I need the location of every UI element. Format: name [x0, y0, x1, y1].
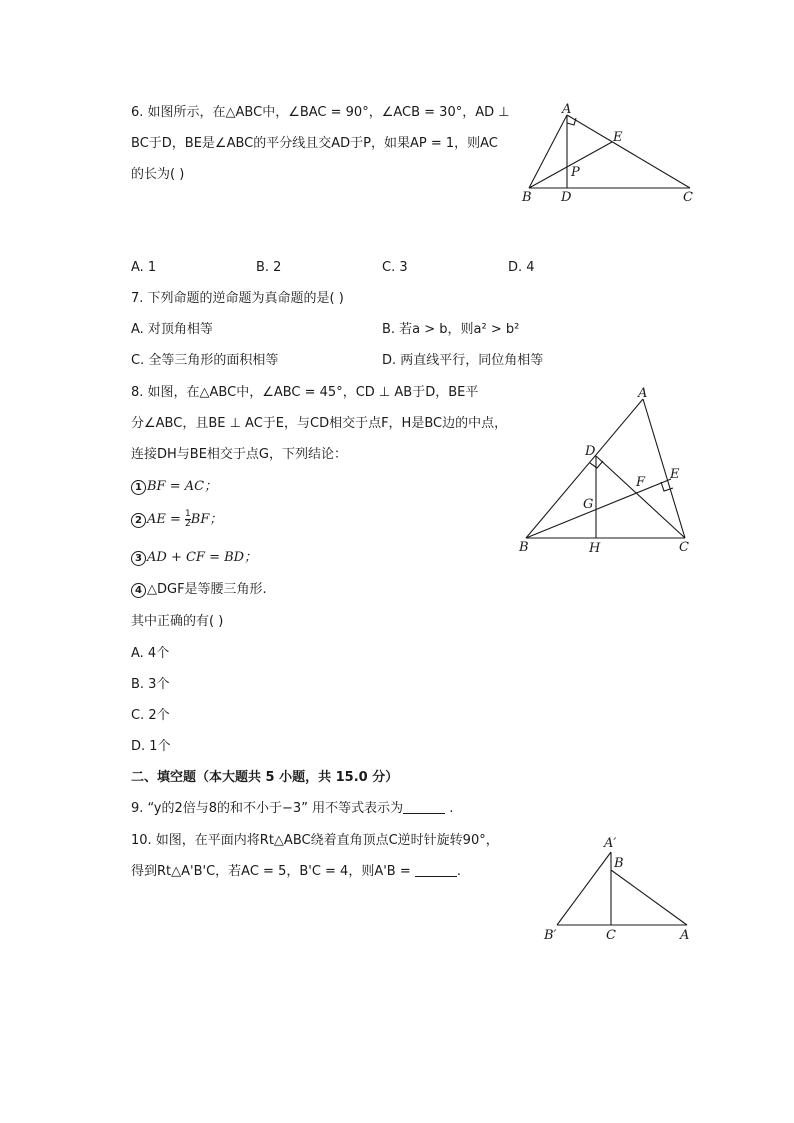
- q7-option-a: A. 对顶角相等: [131, 322, 213, 337]
- q8-option-c: C. 2个: [131, 708, 170, 723]
- q8-c4-text: △DGF是等腰三角形.: [147, 582, 267, 597]
- q6-label-a: A: [562, 102, 572, 117]
- q8-c4-number: 4: [131, 583, 146, 598]
- q8-seg-ba: [526, 399, 643, 538]
- q8-c2-number: 2: [131, 513, 146, 528]
- q7-option-b: B. 若a > b，则a² > b²: [382, 322, 520, 337]
- q8-conclusion-4: [131, 581, 267, 599]
- q7-option-c: C. 全等三角形的面积相等: [131, 353, 279, 368]
- q10-label-a-prime: A′: [604, 836, 617, 851]
- q10-line2-before: 得到Rt△A'B'C，若AC = 5，B'C = 4，则A'B =: [131, 864, 411, 879]
- q6-label-d: D: [561, 190, 572, 205]
- q9-text-before: 9. “y的2倍与8的和不小于−3” 用不等式表示为: [131, 801, 404, 816]
- q8-label-h: H: [589, 541, 601, 556]
- q10-label-a: A: [680, 928, 690, 943]
- q10-seg-ba: [611, 870, 687, 925]
- q8-figure: [510, 385, 710, 560]
- q9-text: [131, 800, 453, 818]
- q6-option-d: D. 4: [508, 260, 535, 275]
- q10-label-b-prime: B′: [544, 928, 557, 943]
- q6-seg-ac: [567, 115, 690, 188]
- q6-line3: 的长为( ): [131, 167, 185, 182]
- q10-label-c: C: [606, 928, 616, 943]
- q8-right-angle-e: [661, 482, 673, 491]
- q6-label-e: E: [613, 130, 623, 145]
- q8-c2-frac-num: 1: [185, 509, 191, 519]
- q8-conclusion-2: [131, 510, 222, 529]
- q8-c1-number: 1: [131, 480, 146, 495]
- q8-c2-pre: AE =: [147, 512, 186, 527]
- q10-seg-b-prime-a-prime: [557, 852, 611, 925]
- q6-label-p: P: [571, 165, 580, 180]
- section-2-heading: 二、填空题（本大题共 5 小题，共 15.0 分）: [131, 770, 399, 785]
- q10-line1: 10. 如图，在平面内将Rt△ABC绕着直角顶点C逆时针旋转90°，: [131, 833, 499, 848]
- q9-text-after: .: [445, 801, 454, 816]
- q7-option-d: D. 两直线平行，同位角相等: [382, 353, 544, 368]
- q8-option-b: B. 3个: [131, 677, 170, 692]
- q8-label-c: C: [679, 540, 689, 555]
- q6-option-b: B. 2: [256, 260, 282, 275]
- q6-option-c: C. 3: [382, 260, 408, 275]
- q10-label-b: B: [614, 856, 624, 871]
- q8-conclusion-1: [131, 478, 217, 496]
- q8-line2: 分∠ABC，且BE ⊥ AC于E，与CD相交于点F，H是BC边的中点，: [131, 416, 508, 431]
- q8-c3-number: 3: [131, 551, 146, 566]
- q6-label-b: B: [522, 190, 532, 205]
- q8-option-d: D. 1个: [131, 739, 171, 754]
- q8-label-d: D: [585, 444, 596, 459]
- q8-label-e: E: [670, 467, 680, 482]
- q8-seg-be: [526, 479, 671, 538]
- q8-c1-text: BF = AC；: [147, 479, 218, 494]
- q9-answer-blank[interactable]: [403, 801, 445, 814]
- q8-label-f: F: [636, 475, 646, 490]
- q10-line2: [131, 863, 461, 881]
- q8-line1: 8. 如图，在△ABC中，∠ABC = 45°，CD ⊥ AB于D，BE平: [131, 385, 479, 400]
- q8-line3: 连接DH与BE相交于点G，下列结论：: [131, 447, 347, 462]
- q6-line1: 6. 如图所示，在△ABC中，∠BAC = 90°，∠ACB = 30°，AD ⊥: [131, 105, 510, 120]
- q8-ask: 其中正确的有( ): [131, 614, 224, 629]
- q7-stem: 7. 下列命题的逆命题为真命题的是( ): [131, 291, 344, 306]
- q8-c2-frac-den: 2: [185, 519, 191, 529]
- q8-c2-post: BF；: [190, 512, 223, 527]
- q8-label-g: G: [583, 497, 594, 512]
- q6-label-c: C: [683, 190, 693, 205]
- q6-figure: [515, 100, 705, 212]
- q6-line2: BC于D，BE是∠ABC的平分线且交AD于P，如果AP = 1，则AC: [131, 136, 498, 151]
- q8-option-a: A. 4个: [131, 646, 170, 661]
- q8-label-a: A: [638, 386, 648, 401]
- q8-conclusion-3: [131, 549, 257, 567]
- q8-c3-text: AD + CF = BD；: [147, 550, 258, 565]
- q8-label-b: B: [519, 540, 529, 555]
- q10-figure: [540, 830, 700, 945]
- q10-line2-after: .: [456, 864, 462, 879]
- q10-answer-blank[interactable]: [415, 864, 457, 877]
- q6-option-a: A. 1: [131, 260, 157, 275]
